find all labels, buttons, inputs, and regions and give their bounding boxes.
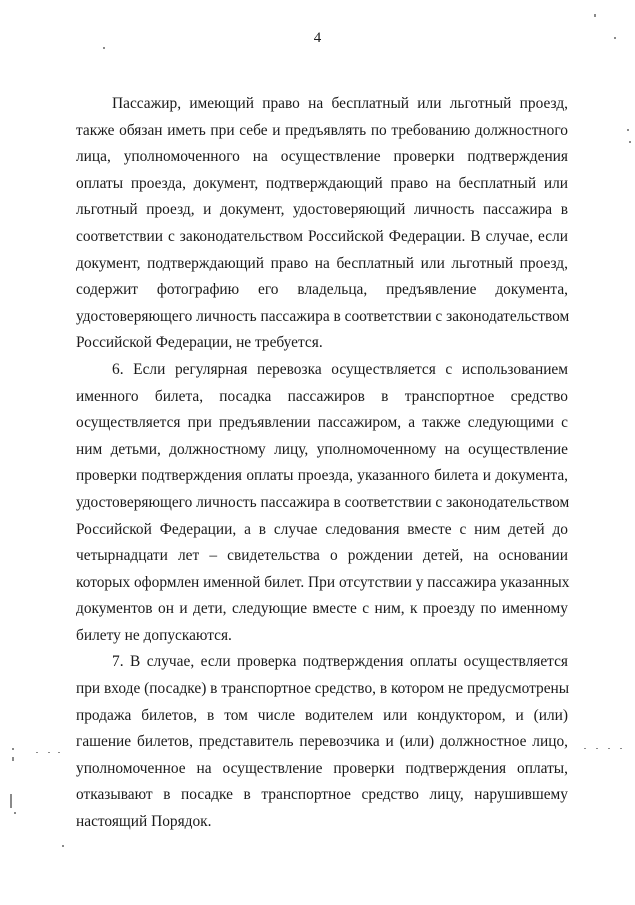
text-line: именного билета, посадка пассажиров в транспортное средство [76,387,568,405]
scan-speck [10,794,12,808]
scan-speck [608,748,610,749]
paragraph-item-7 [76,649,568,835]
document-body [76,91,568,836]
text-line: билету не допускаются. [76,626,232,644]
scan-speck [103,47,105,49]
text-line: лица, уполномоченного на осуществление проверки подтверждения [76,148,568,166]
text-line: Российской Федерации, не требуется. [76,334,323,352]
text-line: также обязан иметь при себе и предъявлять по требованию должностного [76,121,568,139]
text-line: оплаты проезда, документ, подтверждающий право на бесплатный или [76,174,568,192]
text-line: документов он и дети, следующие вместе с ним, к проезду по именному [76,600,568,618]
scan-speck [12,757,14,761]
text-line: настоящий Порядок. [76,813,212,831]
text-line: Пассажир, имеющий право на бесплатный или льготный проезд, [112,95,568,112]
scan-speck [14,812,16,814]
text-line: Российской Федерации, а в случае следования вместе с ним детей до [76,520,568,538]
text-line: которых оформлен именной билет. При отсутствии у пассажира указанных [76,573,570,591]
text-line: ним детьми, должностному лицу, уполномоченному на осуществление [76,440,568,458]
text-line: отказывают в посадке в транспортное средство лицу, нарушившему [76,786,568,804]
text-line: 6. Если регулярная перевозка осуществляется с использованием [112,360,568,378]
text-line: четырнадцати лет – свидетельства о рождении детей, на основании [76,547,568,565]
text-line: осуществляется при предъявлении пассажиром, а также следующими с [76,414,568,432]
text-line: при входе (посадке) в транспортное средство, в котором не предусмотрены [76,680,570,698]
page-number: 4 [313,30,322,46]
text-line: удостоверяющего личность пассажира в соответствии с законодательством [76,307,570,325]
scan-speck [36,752,38,753]
text-line: гашение билетов, представитель перевозчика и (или) должностное лицо, [76,733,568,751]
text-line: документ, подтверждающий право на бесплатный или льготный проезд, [76,254,568,272]
scan-speck [596,748,598,749]
paragraph-item-6 [76,357,568,650]
paragraph-passenger-documents [76,91,568,357]
text-line: 7. В случае, если проверка подтверждения оплаты осуществляется [112,653,568,671]
scan-speck [629,141,631,143]
text-line: уполномоченное на осуществление проверки подтверждения оплаты, [76,759,568,777]
scan-speck [62,845,64,847]
scan-speck [584,748,586,749]
scan-speck [48,752,50,753]
text-line: содержит фотографию его владельца, предъявление документа, [76,281,568,299]
scan-speck [58,752,60,753]
scan-speck [627,129,629,131]
text-line: льготный проезд, и документ, удостоверяющий личность пассажира в [76,201,568,219]
scan-speck [620,748,622,749]
scan-speck [12,748,14,750]
text-line: продажа билетов, в том числе водителем или кондуктором, и (или) [76,706,568,724]
text-line: проверки подтверждения оплаты проезда, указанного билета и документа, [76,467,568,485]
scan-speck [594,14,596,17]
text-line: соответствии с законодательством Российской Федерации. В случае, если [76,227,568,245]
scan-speck [614,37,616,39]
text-line: удостоверяющего личность пассажира в соответствии с законодательством [76,493,570,511]
